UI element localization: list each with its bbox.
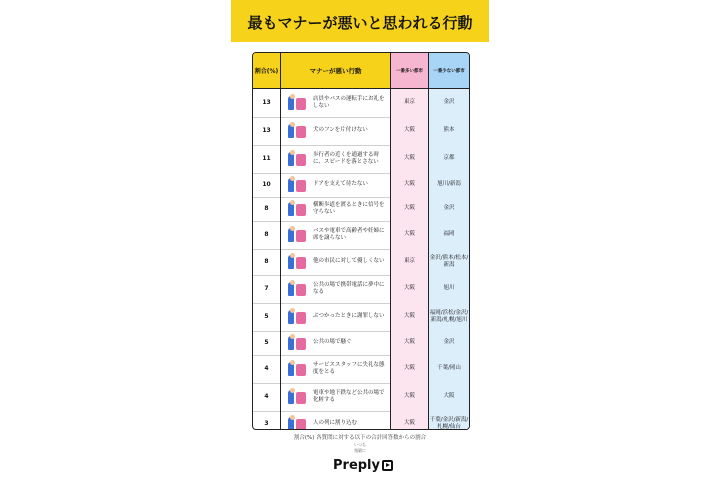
row-action: 歩行者の近くを通過する時に、スピードを落とさない: [313, 145, 391, 173]
row-least-city: 福岡: [429, 221, 469, 249]
row-action: バスや電車で高齢者や妊婦に席を譲らない: [313, 221, 391, 249]
people-icon: [284, 249, 310, 275]
header-pct: 割合(%): [253, 53, 281, 89]
row-pct: 11: [253, 145, 281, 173]
table-header: [253, 53, 469, 89]
table-row: [253, 355, 469, 384]
table-row: [253, 383, 469, 412]
row-most-city: 大阪: [391, 355, 429, 383]
brand-logo: [333, 458, 393, 473]
row-most-city: 大阪: [391, 221, 429, 249]
service-staff-icon-illustration: [286, 360, 308, 378]
row-least-city: 京都: [429, 145, 469, 173]
row-least-city: 千葉/金沢/新潟/札幌/仙台: [429, 411, 469, 430]
makeup-icon-illustration: [286, 388, 308, 406]
row-action: サービススタッフに失礼な態度をとる: [313, 355, 391, 383]
bus-driver-icon: [284, 89, 310, 117]
row-action: ぶつかったときに謝罪しない: [313, 303, 391, 331]
door-icon-illustration: [286, 176, 308, 194]
bus-driver-icon-illustration: [286, 94, 308, 112]
train-seat-icon-illustration: [286, 226, 308, 244]
row-least-city: 熊本: [429, 117, 469, 145]
row-least-city: 福岡/浜松/金沢/新潟/札幌/旭川: [429, 303, 469, 331]
header-action: マナーが悪い行動: [281, 53, 391, 89]
row-pct: 8: [253, 197, 281, 221]
bump-icon-illustration: [286, 308, 308, 326]
row-most-city: 大阪: [391, 275, 429, 303]
header-least: 一番少ない都市: [429, 53, 469, 89]
row-most-city: 大阪: [391, 173, 429, 197]
row-pct: 13: [253, 117, 281, 145]
table-row: [253, 221, 469, 250]
row-least-city: 旭川/新潟: [429, 173, 469, 197]
table-row: [253, 331, 469, 356]
row-least-city: 千葉/岡山: [429, 355, 469, 383]
row-pct: 5: [253, 331, 281, 355]
row-most-city: 大阪: [391, 383, 429, 411]
door-icon: [284, 173, 310, 197]
train-seat-icon: [284, 221, 310, 249]
row-least-city: 金沢: [429, 197, 469, 221]
row-least-city: 旭川: [429, 275, 469, 303]
preply-logo-icon: [382, 460, 393, 471]
row-action: 犬のフンを片付けない: [313, 117, 391, 145]
table-row: [253, 89, 469, 118]
footnote: 割合(%) 各質問に対する以下の合計回答数からの割合: [293, 435, 427, 441]
row-pct: 5: [253, 303, 281, 331]
phone-icon: [284, 275, 310, 303]
row-most-city: 大阪: [391, 197, 429, 221]
row-most-city: 大阪: [391, 303, 429, 331]
people-icon-illustration: [286, 253, 308, 271]
legend-always: いつも: [354, 442, 366, 447]
bump-icon: [284, 303, 310, 331]
crosswalk-icon-illustration: [286, 200, 308, 218]
table-row: [253, 145, 469, 174]
manners-table: [252, 52, 470, 430]
phone-icon-illustration: [286, 280, 308, 298]
row-most-city: 大阪: [391, 331, 429, 355]
row-action: 公共の場で騒ぐ: [313, 331, 391, 355]
table-row: [253, 303, 469, 332]
row-action: ドアを支えて待たない: [313, 173, 391, 197]
table-row: [253, 173, 469, 198]
row-most-city: 大阪: [391, 145, 429, 173]
row-pct: 7: [253, 275, 281, 303]
row-action: 電車や地下鉄など公共の場で化粧する: [313, 383, 391, 411]
row-pct: 4: [253, 383, 281, 411]
row-pct: 4: [253, 355, 281, 383]
car-pedestrian-icon-illustration: [286, 150, 308, 168]
row-least-city: 金沢/熊本/松本/新潟: [429, 249, 469, 275]
table-row: [253, 411, 469, 430]
row-most-city: 東京: [391, 249, 429, 275]
noise-icon: [284, 331, 310, 355]
noise-icon-illustration: [286, 334, 308, 352]
header-most: 一番多い都市: [391, 53, 429, 89]
service-staff-icon: [284, 355, 310, 383]
queue-icon: [284, 411, 310, 430]
dog-icon-illustration: [286, 122, 308, 140]
brand-name: Preply: [333, 458, 380, 473]
page-title: 最もマナーが悪いと思われる行動: [247, 14, 473, 32]
row-most-city: 東京: [391, 89, 429, 117]
dog-icon: [284, 117, 310, 145]
row-action: 店員やバスの運転手にお礼をしない: [313, 89, 391, 117]
row-most-city: 大阪: [391, 411, 429, 430]
row-action: 人の列に割り込む: [313, 411, 391, 430]
table-row: [253, 197, 469, 222]
row-least-city: 金沢: [429, 89, 469, 117]
row-least-city: 大阪: [429, 383, 469, 411]
car-pedestrian-icon: [284, 145, 310, 173]
crosswalk-icon: [284, 197, 310, 221]
makeup-icon: [284, 383, 310, 411]
row-pct: 13: [253, 89, 281, 117]
row-least-city: 金沢: [429, 331, 469, 355]
row-pct: 3: [253, 411, 281, 430]
row-pct: 8: [253, 221, 281, 249]
row-pct: 10: [253, 173, 281, 197]
table-row: [253, 275, 469, 304]
title-banner: [231, 0, 489, 42]
row-action: 横断歩道を渡るときに信号を守らない: [313, 197, 391, 221]
table-row: [253, 249, 469, 276]
queue-icon-illustration: [286, 415, 308, 430]
row-action: 他の市民に対して優しくない: [313, 249, 391, 275]
row-most-city: 大阪: [391, 117, 429, 145]
table-row: [253, 117, 469, 146]
row-pct: 8: [253, 249, 281, 275]
row-action: 公共の場で携帯電話に夢中になる: [313, 275, 391, 303]
legend-often: 頻繁に: [354, 448, 366, 453]
